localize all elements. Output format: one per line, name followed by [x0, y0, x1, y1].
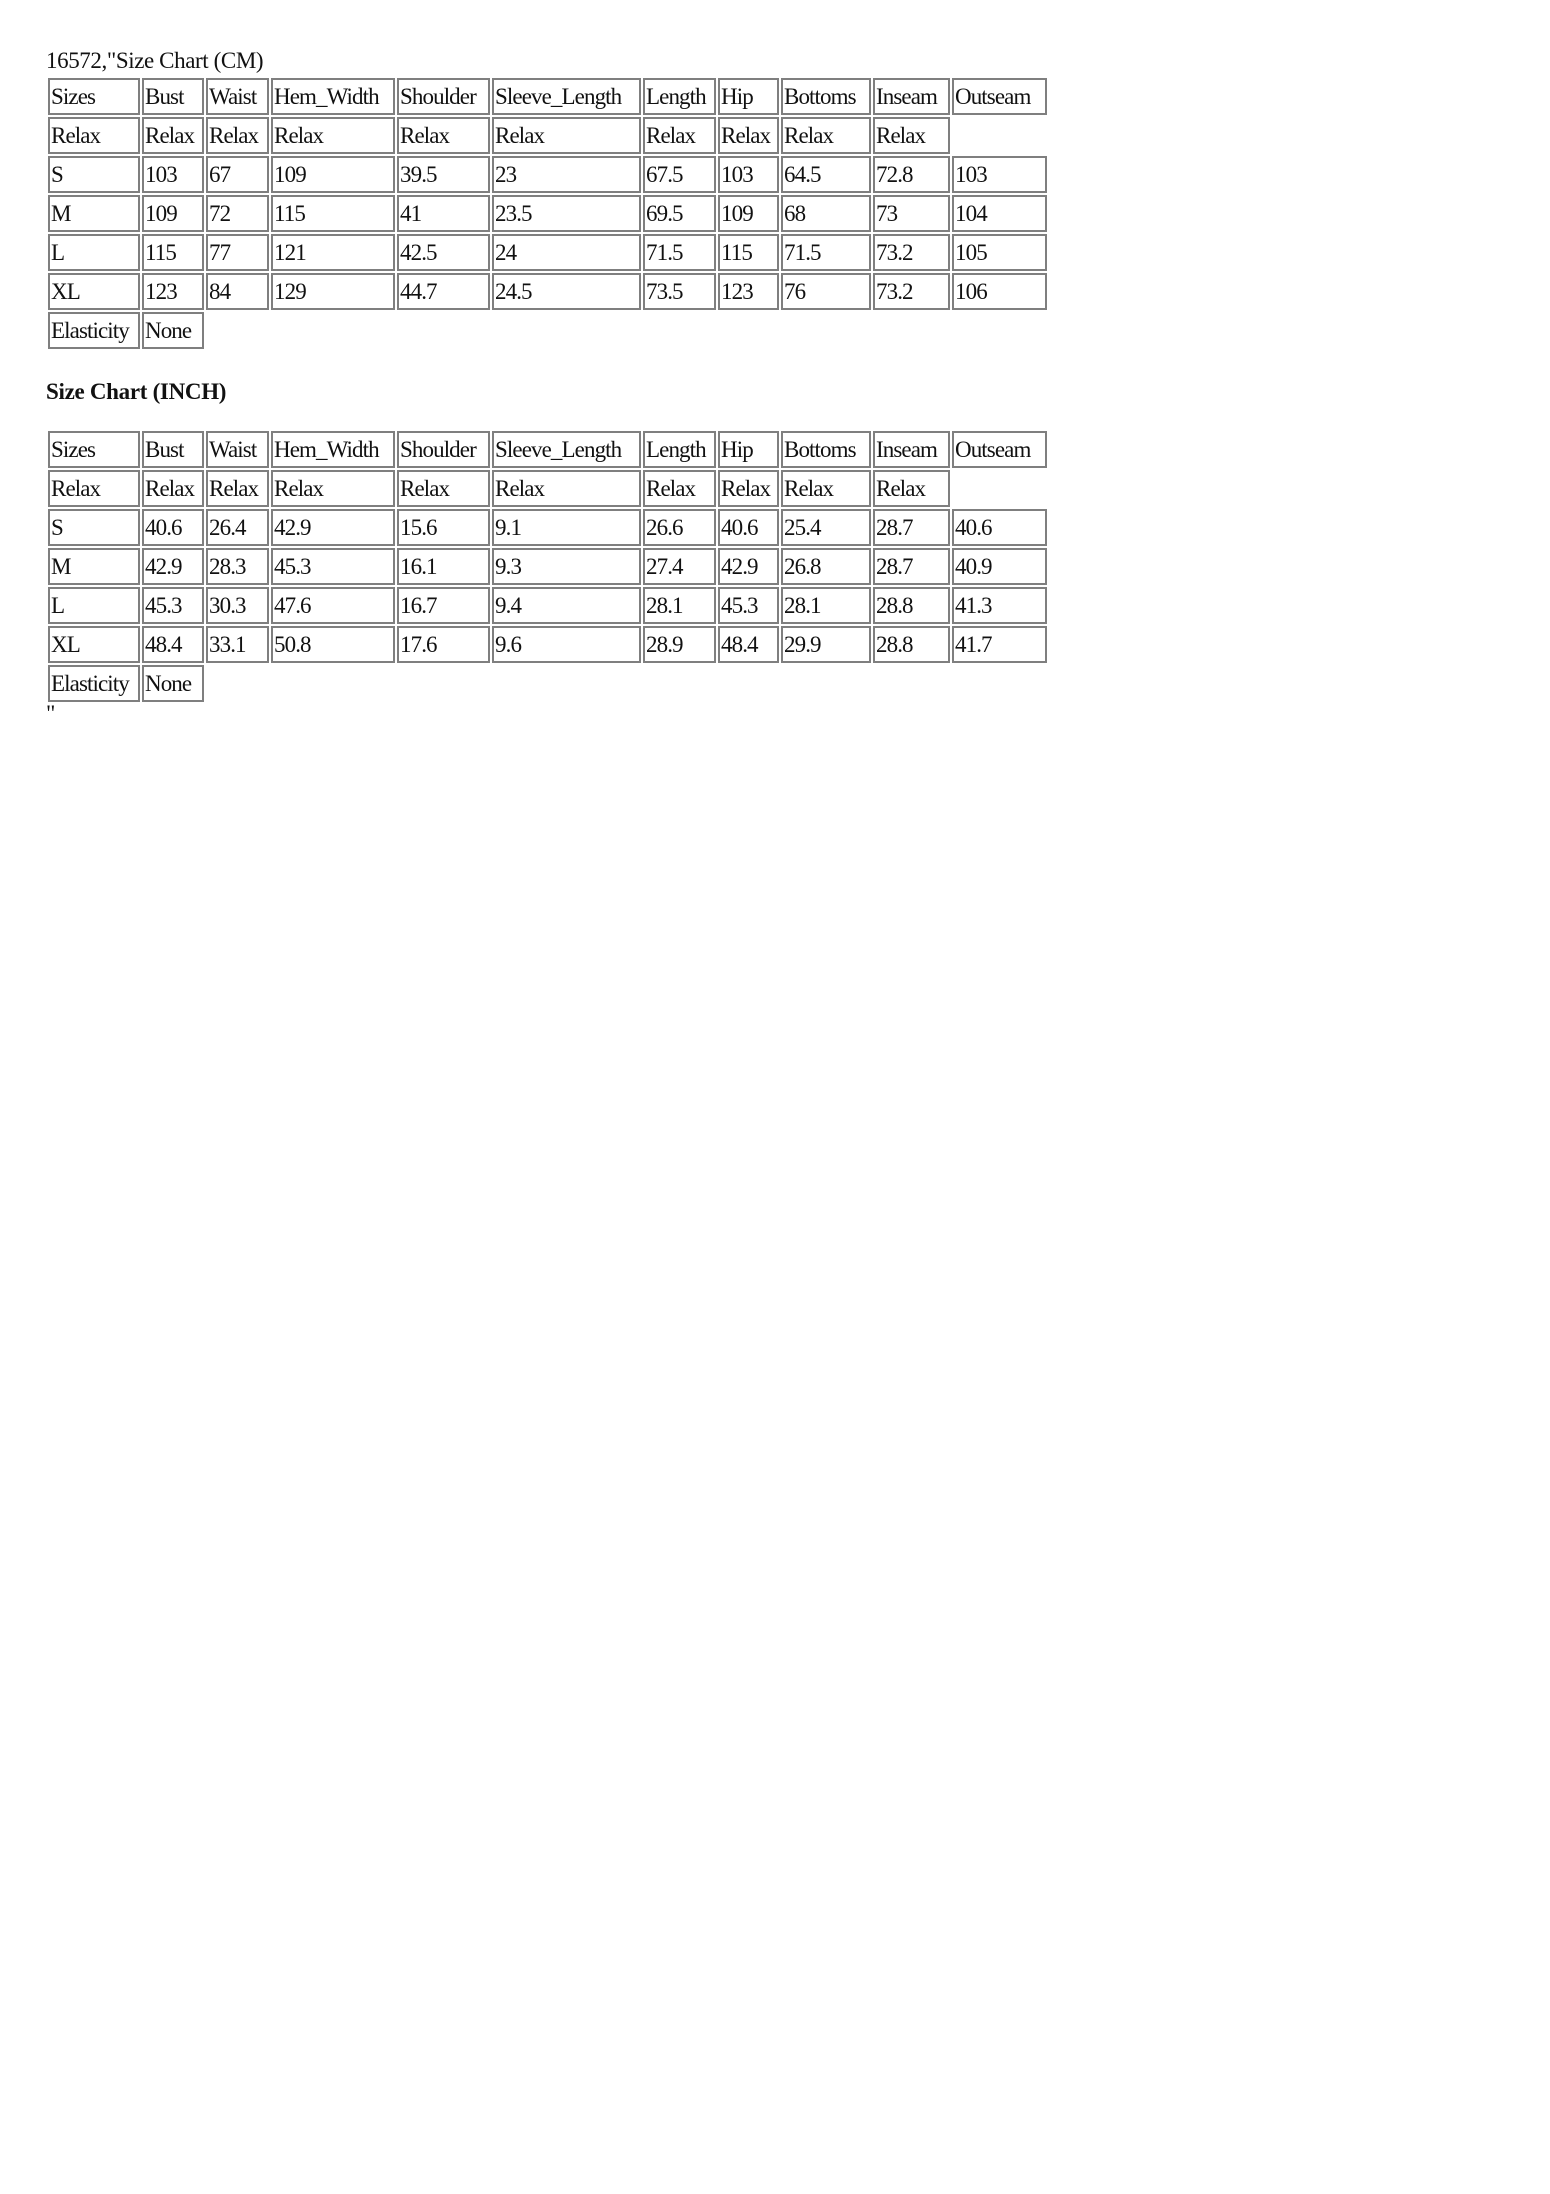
table-cell: 73: [873, 195, 950, 232]
table-cell: 26.6: [643, 509, 716, 546]
table-cell: 123: [142, 273, 204, 310]
table-cell: Relax: [271, 470, 395, 507]
table-cell: Sizes: [48, 431, 140, 468]
table-cell: 44.7: [397, 273, 490, 310]
table-cell: Relax: [142, 470, 204, 507]
table-cell: 28.7: [873, 509, 950, 546]
table-cell: 105: [952, 234, 1047, 271]
table-cell: 42.9: [718, 548, 779, 585]
table-cell: Sizes: [48, 78, 140, 115]
table-cell: 121: [271, 234, 395, 271]
table-cell: Relax: [873, 117, 950, 154]
table-cell: Inseam: [873, 431, 950, 468]
cm-chart-heading: 16572,"Size Chart (CM): [46, 48, 264, 73]
table-cell: 39.5: [397, 156, 490, 193]
table-cell: Elasticity: [48, 665, 140, 702]
table-cell: Relax: [492, 470, 641, 507]
table-cell: Hip: [718, 431, 779, 468]
table-cell: Hip: [718, 78, 779, 115]
table-cell: 42.9: [271, 509, 395, 546]
table-cell: 45.3: [271, 548, 395, 585]
table-cell: Hem_Width: [271, 78, 395, 115]
table-cell: 103: [718, 156, 779, 193]
table-cell: 109: [271, 156, 395, 193]
table-cell: Bottoms: [781, 431, 871, 468]
table-cell: Relax: [781, 470, 871, 507]
table-cell: 23.5: [492, 195, 641, 232]
table-cell: 123: [718, 273, 779, 310]
table-cell: Shoulder: [397, 78, 490, 115]
table-cell: Elasticity: [48, 312, 140, 349]
table-cell: Inseam: [873, 78, 950, 115]
table-cell: S: [48, 509, 140, 546]
table-cell: S: [48, 156, 140, 193]
table-cell: 47.6: [271, 587, 395, 624]
table-cell: 73.5: [643, 273, 716, 310]
inch-chart-heading: Size Chart (INCH): [46, 379, 227, 404]
table-cell: 71.5: [781, 234, 871, 271]
inch-size-table: [46, 429, 1049, 704]
table-cell: 23: [492, 156, 641, 193]
table-cell: XL: [48, 626, 140, 663]
table-cell: Relax: [397, 470, 490, 507]
table-cell: 15.6: [397, 509, 490, 546]
table-cell: L: [48, 587, 140, 624]
table-cell: 73.2: [873, 234, 950, 271]
table-cell: 16.1: [397, 548, 490, 585]
table-cell: 40.9: [952, 548, 1047, 585]
table-row: [48, 587, 1047, 624]
table-cell: 42.9: [142, 548, 204, 585]
table-cell: Outseam: [952, 431, 1047, 468]
table-cell: None: [142, 312, 204, 349]
table-cell: 30.3: [206, 587, 269, 624]
table-cell: L: [48, 234, 140, 271]
table-cell: 106: [952, 273, 1047, 310]
table-cell: Bust: [142, 78, 204, 115]
table-cell: 104: [952, 195, 1047, 232]
table-cell: 76: [781, 273, 871, 310]
table-cell: 16.7: [397, 587, 490, 624]
table-cell: 29.9: [781, 626, 871, 663]
table-cell: 28.7: [873, 548, 950, 585]
empty-cell: [952, 470, 1047, 507]
table-cell: 72.8: [873, 156, 950, 193]
table-cell: Sleeve_Length: [492, 431, 641, 468]
fit-row: [48, 117, 1047, 154]
table-cell: 40.6: [952, 509, 1047, 546]
table-cell: Waist: [206, 431, 269, 468]
elasticity-row: [48, 312, 1047, 349]
table-cell: 9.1: [492, 509, 641, 546]
table-cell: Relax: [718, 470, 779, 507]
table-cell: 67: [206, 156, 269, 193]
table-cell: 26.4: [206, 509, 269, 546]
table-cell: Relax: [206, 117, 269, 154]
table-cell: Relax: [206, 470, 269, 507]
table-row: [48, 626, 1047, 663]
table-cell: 9.3: [492, 548, 641, 585]
table-cell: 45.3: [718, 587, 779, 624]
header-row: [48, 78, 1047, 115]
table-cell: 109: [718, 195, 779, 232]
table-cell: 9.4: [492, 587, 641, 624]
table-cell: 28.9: [643, 626, 716, 663]
table-cell: 84: [206, 273, 269, 310]
table-cell: 24.5: [492, 273, 641, 310]
table-row: [48, 509, 1047, 546]
table-cell: 40.6: [142, 509, 204, 546]
table-cell: Sleeve_Length: [492, 78, 641, 115]
table-cell: 26.8: [781, 548, 871, 585]
table-cell: 115: [718, 234, 779, 271]
table-cell: Hem_Width: [271, 431, 395, 468]
table-row: [48, 195, 1047, 232]
table-cell: Bottoms: [781, 78, 871, 115]
table-cell: 28.1: [781, 587, 871, 624]
table-cell: Relax: [643, 470, 716, 507]
table-cell: 115: [271, 195, 395, 232]
table-cell: 41.3: [952, 587, 1047, 624]
table-cell: Relax: [643, 117, 716, 154]
table-cell: 103: [142, 156, 204, 193]
table-cell: 115: [142, 234, 204, 271]
table-cell: 41.7: [952, 626, 1047, 663]
table-cell: Relax: [271, 117, 395, 154]
table-cell: 42.5: [397, 234, 490, 271]
table-cell: Relax: [718, 117, 779, 154]
closing-quote-mark: ": [46, 701, 56, 726]
table-cell: 71.5: [643, 234, 716, 271]
table-cell: Waist: [206, 78, 269, 115]
table-cell: Relax: [48, 470, 140, 507]
table-cell: 67.5: [643, 156, 716, 193]
table-cell: 129: [271, 273, 395, 310]
table-cell: 109: [142, 195, 204, 232]
table-row: [48, 234, 1047, 271]
cm-size-table: [46, 76, 1049, 351]
table-cell: 103: [952, 156, 1047, 193]
table-cell: Length: [643, 431, 716, 468]
table-cell: Relax: [142, 117, 204, 154]
table-cell: 25.4: [781, 509, 871, 546]
table-cell: M: [48, 548, 140, 585]
table-cell: 50.8: [271, 626, 395, 663]
inch-size-table-container: [46, 429, 1049, 704]
table-cell: 17.6: [397, 626, 490, 663]
table-cell: 28.8: [873, 626, 950, 663]
table-cell: 24: [492, 234, 641, 271]
cm-size-table-container: [46, 76, 1049, 351]
table-cell: M: [48, 195, 140, 232]
table-row: [48, 273, 1047, 310]
table-cell: Relax: [48, 117, 140, 154]
table-cell: 27.4: [643, 548, 716, 585]
table-cell: Length: [643, 78, 716, 115]
table-cell: 73.2: [873, 273, 950, 310]
table-cell: 68: [781, 195, 871, 232]
table-cell: Relax: [492, 117, 641, 154]
table-cell: 9.6: [492, 626, 641, 663]
table-cell: None: [142, 665, 204, 702]
table-cell: 41: [397, 195, 490, 232]
table-cell: 33.1: [206, 626, 269, 663]
table-row: [48, 548, 1047, 585]
table-cell: 64.5: [781, 156, 871, 193]
fit-row: [48, 470, 1047, 507]
table-cell: 69.5: [643, 195, 716, 232]
elasticity-row: [48, 665, 1047, 702]
table-row: [48, 156, 1047, 193]
table-cell: Outseam: [952, 78, 1047, 115]
table-cell: 48.4: [718, 626, 779, 663]
header-row: [48, 431, 1047, 468]
table-cell: 45.3: [142, 587, 204, 624]
table-cell: 48.4: [142, 626, 204, 663]
table-cell: Relax: [873, 470, 950, 507]
table-cell: Relax: [397, 117, 490, 154]
table-cell: XL: [48, 273, 140, 310]
table-cell: 28.8: [873, 587, 950, 624]
table-cell: 72: [206, 195, 269, 232]
table-cell: 28.1: [643, 587, 716, 624]
document-page: [46, 46, 1049, 724]
empty-cell: [952, 117, 1047, 154]
table-cell: 77: [206, 234, 269, 271]
table-cell: 40.6: [718, 509, 779, 546]
table-cell: Bust: [142, 431, 204, 468]
table-cell: Shoulder: [397, 431, 490, 468]
table-cell: 28.3: [206, 548, 269, 585]
table-cell: Relax: [781, 117, 871, 154]
